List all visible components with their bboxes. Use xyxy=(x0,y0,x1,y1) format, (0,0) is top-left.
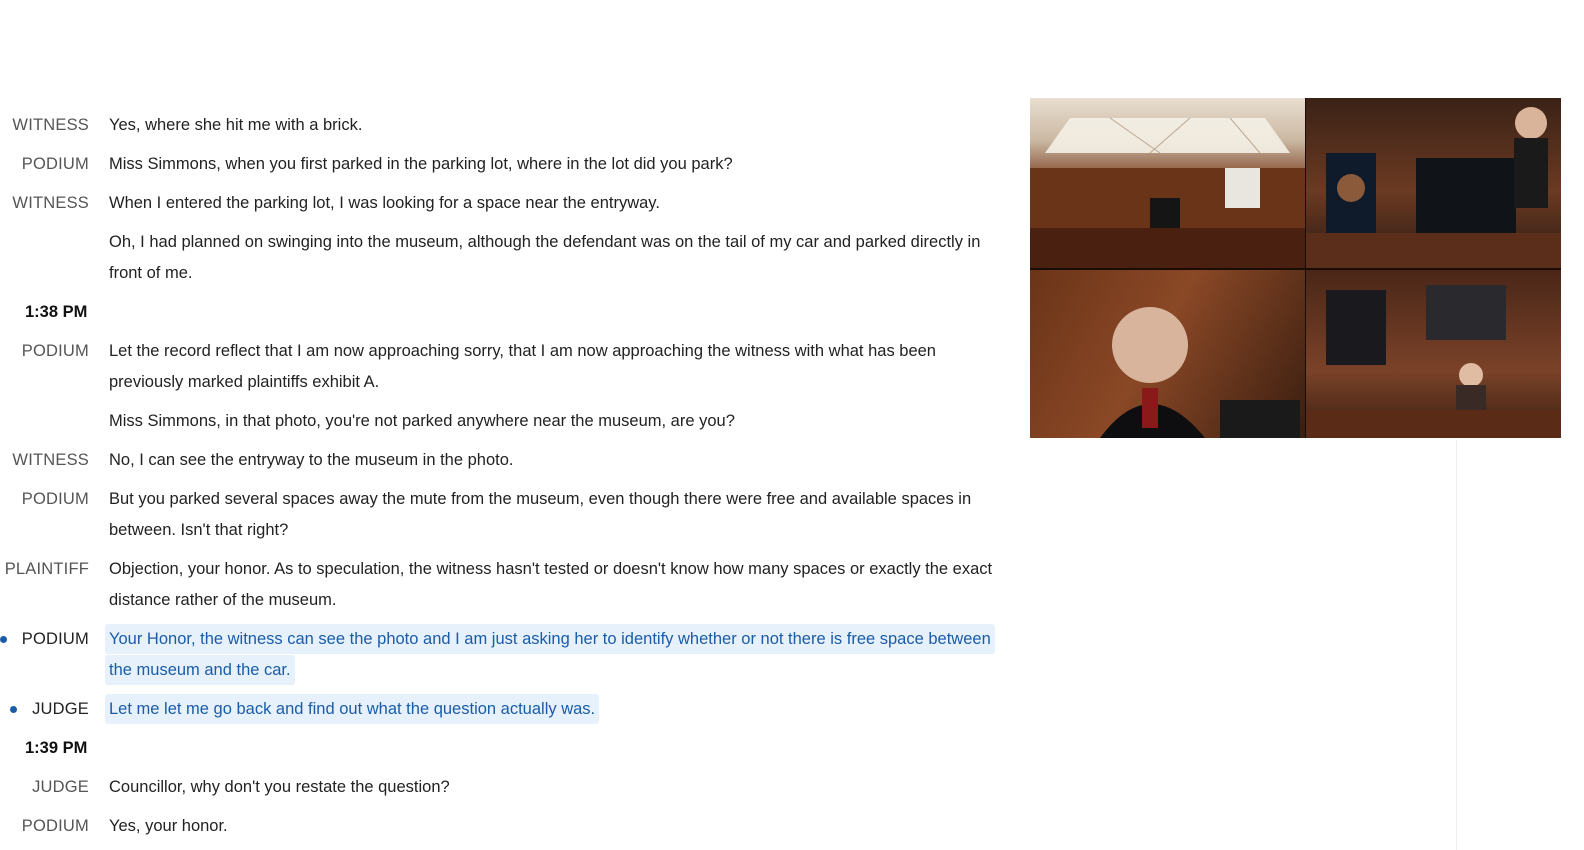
utterance-text: Objection, your honor. As to speculation, the witness hasn't tested or doesn't know how many spaces or exactly the exact distance rather of the museum. xyxy=(109,560,993,609)
attorney-witness-image xyxy=(1306,98,1561,268)
transcript-entry[interactable] xyxy=(0,811,1020,842)
utterance-text: Councillor, why don't you restate the question? xyxy=(109,778,450,796)
utterance-text-highlighted: Let me let me go back and find out what the question actually was. xyxy=(105,694,599,724)
speaker-label: WITNESS xyxy=(12,116,89,134)
active-speaker-dot-icon xyxy=(10,706,17,713)
transcript-entry-highlighted[interactable] xyxy=(0,624,1020,686)
video-tile-courtroom-wide[interactable] xyxy=(1030,98,1305,268)
speaker-label: PODIUM xyxy=(21,490,89,508)
transcript-entry[interactable] xyxy=(0,188,1020,219)
courtroom-video-grid[interactable] xyxy=(1030,98,1561,438)
speaker-label: WITNESS xyxy=(12,194,89,212)
utterance-text: Let the record reflect that I am now approaching sorry, that I am now approaching the witness with what has been previously marked plaintiffs exhibit A. xyxy=(109,342,936,391)
transcript-entry-highlighted[interactable] xyxy=(0,694,1020,725)
witness-stand-image xyxy=(1306,270,1561,438)
timestamp: 1:39 PM xyxy=(25,739,88,757)
transcript-panel xyxy=(0,110,1020,850)
video-tile-attorney-witness[interactable] xyxy=(1306,98,1561,268)
utterance-text: Yes, where she hit me with a brick. xyxy=(109,116,363,134)
utterance-text: Miss Simmons, when you first parked in the parking lot, where in the lot did you park? xyxy=(109,155,733,173)
speaker-label: WITNESS xyxy=(12,451,89,469)
utterance-text: Yes, your honor. xyxy=(109,817,228,835)
transcript-entry[interactable] xyxy=(0,110,1020,141)
active-speaker-dot-icon xyxy=(0,636,7,643)
transcript-entry[interactable] xyxy=(0,772,1020,803)
speaker-label: PODIUM xyxy=(21,342,89,360)
transcript-entry[interactable] xyxy=(0,336,1020,398)
transcript-entry-continued[interactable] xyxy=(0,227,1020,289)
transcript-entry[interactable] xyxy=(0,484,1020,546)
speaker-label: PODIUM xyxy=(21,630,89,648)
video-tile-judge[interactable] xyxy=(1030,270,1305,438)
transcript-entry[interactable] xyxy=(0,445,1020,476)
transcript-entry[interactable] xyxy=(0,554,1020,616)
video-tile-witness-stand[interactable] xyxy=(1306,270,1561,438)
utterance-text: Oh, I had planned on swinging into the museum, although the defendant was on the tail of my car and parked directly in front of me. xyxy=(109,233,981,282)
utterance-text: When I entered the parking lot, I was looking for a space near the entryway. xyxy=(109,194,660,212)
courtroom-wide-image xyxy=(1030,98,1305,268)
speaker-label: JUDGE xyxy=(32,700,89,718)
panel-divider xyxy=(1456,440,1457,850)
speaker-label: PODIUM xyxy=(21,817,89,835)
speaker-label: PODIUM xyxy=(21,155,89,173)
utterance-text: No, I can see the entryway to the museum in the photo. xyxy=(109,451,514,469)
judge-image xyxy=(1030,270,1305,438)
speaker-label: PLAINTIFF xyxy=(4,560,89,578)
speaker-label: JUDGE xyxy=(32,778,89,796)
transcript-entry-continued[interactable] xyxy=(0,406,1020,437)
utterance-text-highlighted: Your Honor, the witness can see the photo and I am just asking her to identify whether or not there is free space between the museum and the car. xyxy=(105,624,995,685)
transcript-entry[interactable] xyxy=(0,149,1020,180)
utterance-text: Miss Simmons, in that photo, you're not parked anywhere near the museum, are you? xyxy=(109,412,735,430)
utterance-text: But you parked several spaces away the mute from the museum, even though there were free and available spaces in between. Isn't that right? xyxy=(109,490,972,539)
timestamp: 1:38 PM xyxy=(25,303,88,321)
